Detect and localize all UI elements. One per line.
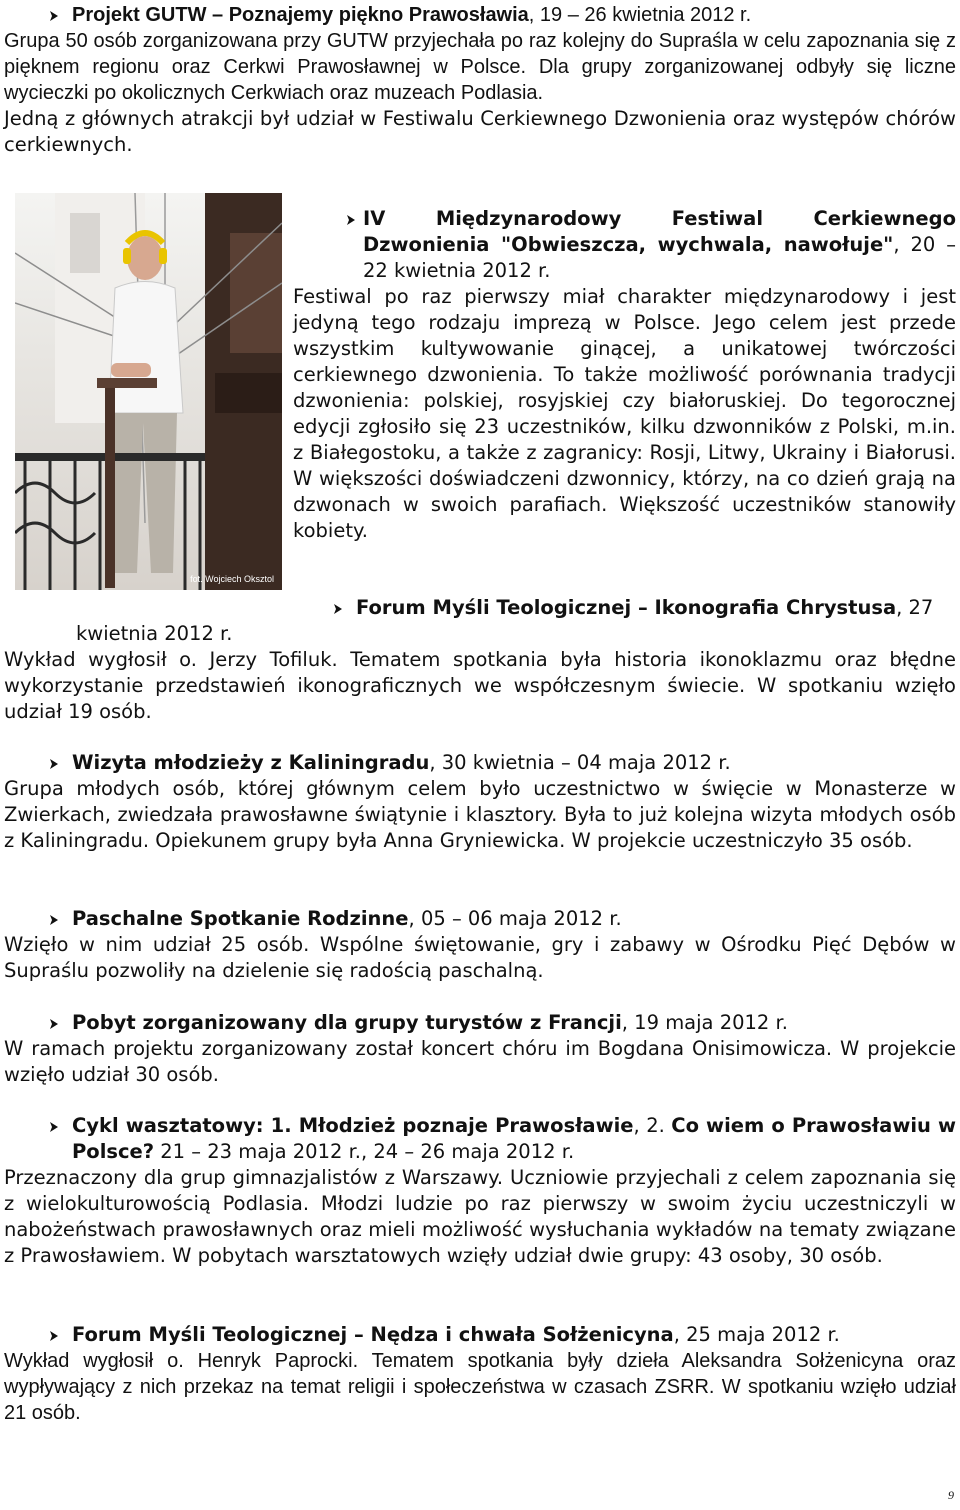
section-body: Przeznaczony dla grup gimnazjalistów z Warszawy. Uczniowie przyjechali z celem zapoznania się z wielokulturowością Podlasia. Młodzi ludzie po raz pierwszy w swoim życiu uczestniczyli w nabożeństwach prawosławnych oraz mieli możliwość wysłuchania wykładów na tematy związane z Prawosławiem. W pobytach warsztatowych wzięły udział dwie grupy: 43 osoby, 30 osób. (4, 1166, 956, 1267)
arrow-bullet-icon (4, 750, 62, 770)
arrow-bullet-icon (4, 1010, 62, 1030)
heading-bold: Cykl wasztatowy: 1. Młodzież poznaje Prawosławie (72, 1114, 634, 1137)
heading-bold: Paschalne Spotkanie Rodzinne (72, 907, 409, 930)
photo-image (15, 193, 282, 590)
section-heading (293, 206, 956, 284)
section-turysci-francja (4, 1010, 956, 1088)
section-heading: Cykl wasztatowy: 1. Młodzież poznaje Prawosławie, 2. Co wiem o Prawosławiu w Polsce? 21 – 23 maja 2012 r., 24 – 26 maja 2012 r. (4, 1113, 956, 1165)
section-heading (4, 750, 956, 776)
heading-date: , 27 (896, 596, 934, 619)
heading-date: 21 – 23 maja 2012 r., 24 – 26 maja 2012 r. (154, 1140, 575, 1163)
bell-ringer-photo (15, 193, 282, 590)
arrow-bullet-icon (293, 206, 363, 226)
section-festiwal-dzwonienia (293, 206, 956, 544)
section-body: Grupa młodych osób, której głównym celem było uczestnictwo w święcie w Monasterze w Zwierkach, zwiedzała prawosławne świątynie i klasztory. Była to już kolejna wizyta młodych osób z Kaliningradu. Opiekunem grupy była Anna Gryniewicka. W projekcie uczestniczyło 35 osób. (4, 777, 956, 852)
section-heading (4, 1010, 956, 1036)
page-number: 9 (948, 1488, 954, 1502)
section-body: Wykład wygłosił o. Jerzy Tofiluk. Tematem spotkania była historia ikonoklazmu oraz błędne wykorzystanie przedstawień ikonograficznych we współczesnym świecie. W spotkaniu wzięło udział 19 osób. (4, 648, 956, 723)
heading-bold: Forum Myśli Teologicznej – Ikonografia Chrystusa (356, 596, 897, 619)
arrow-bullet-icon (4, 2, 62, 22)
section-body-continued: Jedną z głównych atrakcji był udział w Festiwalu Cerkiewnego Dzwonienia oraz występów chórów cerkiewnych. (4, 107, 956, 156)
heading-bold: Forum Myśli Teologicznej – Nędza i chwała Sołżenicyna (72, 1323, 674, 1346)
heading-date: , 19 – 26 kwietnia 2012 r. (528, 4, 752, 26)
section-paschalne-spotkanie (4, 906, 956, 984)
section-body: Grupa 50 osób zorganizowana przy GUTW przyjechała po raz kolejny do Supraśla w celu zapoznania się z pięknem regionu oraz Cerkwi Prawosławnej w Polsce. Dla grupy zorganizowanej odbyły się liczne wycieczki po okolicznych Cerkwiach oraz muzeach Podlasia. (4, 30, 956, 104)
arrow-bullet-icon (294, 595, 356, 615)
section-heading (4, 2, 956, 28)
heading-date: , 20 – 22 kwietnia 2012 r. (363, 233, 956, 282)
arrow-bullet-icon (4, 906, 62, 926)
section-forum-solzenicyn (4, 1322, 956, 1426)
heading-bold: Projekt GUTW – Poznajemy piękno Prawosławia (72, 4, 529, 26)
arrow-bullet-icon (4, 1322, 62, 1342)
heading-bold: Pobyt zorganizowany dla grupy turystów z Francji (72, 1011, 622, 1034)
heading-date: , 05 – 06 maja 2012 r. (408, 907, 622, 930)
section-cykl-warsztatowy (4, 1113, 956, 1269)
section-heading (4, 1322, 956, 1348)
arrow-bullet-icon (4, 1113, 62, 1133)
heading-date: , 25 maja 2012 r. (673, 1323, 840, 1346)
heading-date: , 19 maja 2012 r. (621, 1011, 788, 1034)
heading-continued: kwietnia 2012 r. (76, 622, 233, 645)
section-body: Wykład wygłosił o. Henryk Paprocki. Tematem spotkania były dzieła Aleksandra Sołżenicyna oraz wypływający z nich przekaz na temat religii i społeczeństwa w czasach ZSRR. W spotkaniu wzięło udział 21 osób. (4, 1350, 956, 1424)
section-body: W ramach projektu zorganizowany został koncert chóru im Bogdana Onisimowicza. W projekcie wzięło udział 30 osób. (4, 1037, 956, 1086)
section-heading (4, 595, 956, 621)
heading-bold-second: Co wiem o Prawosławiu w Polsce? (72, 1114, 956, 1163)
section-wizyta-kaliningrad (4, 750, 956, 854)
section-forum-ikonografia (4, 595, 956, 725)
heading-bold: IV Międzynarodowy Festiwal Cerkiewnego Dzwonienia "Obwieszcza, wychwala, nawołuje" (363, 207, 956, 256)
section-projekt-gutw (4, 2, 956, 158)
section-heading (4, 906, 956, 932)
section-body: Festiwal po raz pierwszy miał charakter międzynarodowy i jest jedyną tego rodzaju imprezą w Polsce. Jego celem jest przede wszystkim kultywowanie ginącej, a unikatowej twórczości cerkiewnego dzwonienia. To także możliwość porównania tradycji dzwonienia: polskiej, rosyjskiej czy białoruskiej. Do tegorocznej edycji zgłosiło się 23 uczestników, kilku dzwonników z Polski, m.in. z Białegostoku, a także z zagranicy: Rosji, Litwy, Ukrainy i Białorusi. W większości doświadczeni dzwonnicy, którzy, na co dzień grają na dzwonach w swoich parafiach. Większość uczestników stanowiły kobiety. (293, 285, 956, 542)
heading-date: , 30 kwietnia – 04 maja 2012 r. (429, 751, 731, 774)
photo-caption: fot. Wojciech Oksztol (190, 574, 274, 584)
heading-bold: Wizyta młodzieży z Kaliningradu (72, 751, 430, 774)
section-body: Wzięło w nim udział 25 osób. Wspólne świętowanie, gry i zabawy w Ośrodku Pięć Dębów w Supraślu pozwoliły na dzielenie się radością paschalną. (4, 933, 956, 982)
